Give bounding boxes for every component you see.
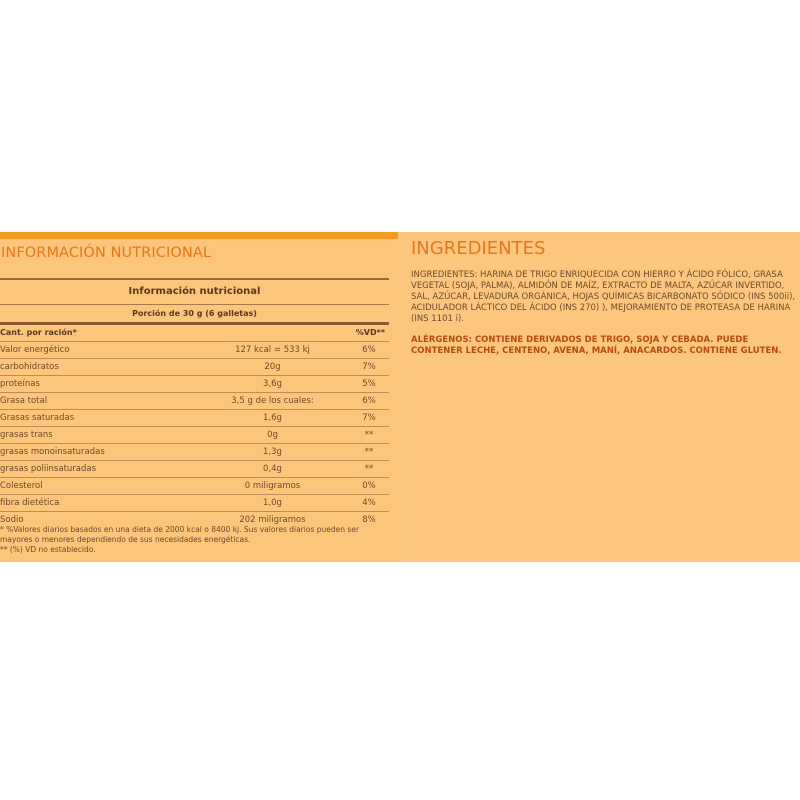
table-row [0,477,389,495]
nutrient-dv: 6% [362,345,376,355]
table-row [0,460,389,478]
table-row [0,443,389,461]
footnote-daily-values: * %Valores diarios basados en una dieta de 2000 kcal o 8400 kj. Sus valores diarios pueden ser mayores o menores dependiendo de sus necesidades energéticas. [0,525,359,544]
nutrition-section-title: INFORMACIÓN NUTRICIONAL [1,245,212,261]
nutrient-amount: 0 miligramos [244,481,301,491]
nutrient-amount: 127 kcal = 533 kj [235,345,310,355]
nutrient-dv: ** [364,430,374,440]
nutrient-dv: ** [364,447,374,457]
table-row [0,409,389,427]
nutrient-name: Valor energético [0,345,70,355]
nutrient-dv: 0% [362,481,376,491]
nutrient-dv: 7% [362,413,376,423]
table-row [0,341,389,359]
nutrient-amount: 1,6g [263,413,282,423]
table-row [0,426,389,444]
nutrient-name: Sodio [0,515,24,525]
nutrient-name: Colesterol [0,481,43,491]
nutrient-dv: 6% [362,396,376,406]
portion-size: Porción de 30 g (6 galletas) [132,309,257,318]
header-amount-per-serving: Cant. por ración* [0,328,77,337]
nutrient-name: fibra dietética [0,498,60,508]
nutrition-panel-top-border [0,232,398,239]
nutrient-dv: 7% [362,362,376,372]
footnote-dv-not-established: ** (%) VD no establecido. [0,545,96,554]
table-rule [0,278,389,280]
nutrition-table [0,278,389,528]
ingredients-text: INGREDIENTES: HARINA DE TRIGO ENRIQUECIDA CON HIERRO Y ÁCIDO FÓLICO, GRASA VEGETAL (SOJA, PALMA), ALMIDÓN DE MAÍZ, EXTRACTO DE MALTA, AZÚCAR INVERTIDO, SAL, AZÚCAR, LEVADURA ORGÁNICA, HOJAS QUÍMICAS BICARBONATO SÓDICO (INS 500ii), ACIDULADOR LÁCTICO DEL ÁCIDO (INS 270) ), MEJORAMIENTO DE PROTEASA DE HARINA (INS 1101 i). [411,270,796,324]
table-rule [0,322,389,325]
nutrient-amount: 1,3g [263,447,282,457]
ingredients-section-title: INGREDIENTES [411,238,546,259]
table-row [0,392,389,410]
table-row [0,494,389,512]
nutrient-amount: 1,0g [263,498,282,508]
nutrient-name: Grasa total [0,396,48,406]
nutrient-name: Grasas saturadas [0,413,75,423]
allergens-text: ALÉRGENOS: CONTIENE DERIVADOS DE TRIGO, SOJA Y CEBADA. PUEDE CONTENER LECHE, CENTENO, AVENA, MANÍ, ANACARDOS. CONTIENE GLUTEN. [411,335,782,356]
nutrient-dv: 4% [362,498,376,508]
table-title: Información nutricional [128,286,261,297]
nutrient-name: grasas monoinsaturadas [0,447,105,457]
nutrient-dv: 8% [362,515,376,525]
nutrient-amount: 3,6g [263,379,282,389]
nutrient-name: proteínas [0,379,40,389]
table-row [0,375,389,393]
table-header [0,326,389,342]
nutrient-name: carbohidratos [0,362,59,372]
nutrient-amount: 0,4g [263,464,282,474]
nutrient-name: grasas poliinsaturadas [0,464,97,474]
nutrient-amount: 3,5 g de los cuales: [231,396,314,406]
table-row [0,358,389,376]
nutrient-amount: 20g [264,362,281,372]
table-rule [0,304,389,305]
header-daily-value: %VD** [355,328,385,337]
nutrient-name: grasas trans [0,430,53,440]
nutrient-dv: 5% [362,379,376,389]
table-footnotes [0,525,380,555]
nutrient-amount: 0g [267,430,278,440]
nutrient-amount: 202 miligramos [239,515,306,525]
nutrient-dv: ** [364,464,374,474]
